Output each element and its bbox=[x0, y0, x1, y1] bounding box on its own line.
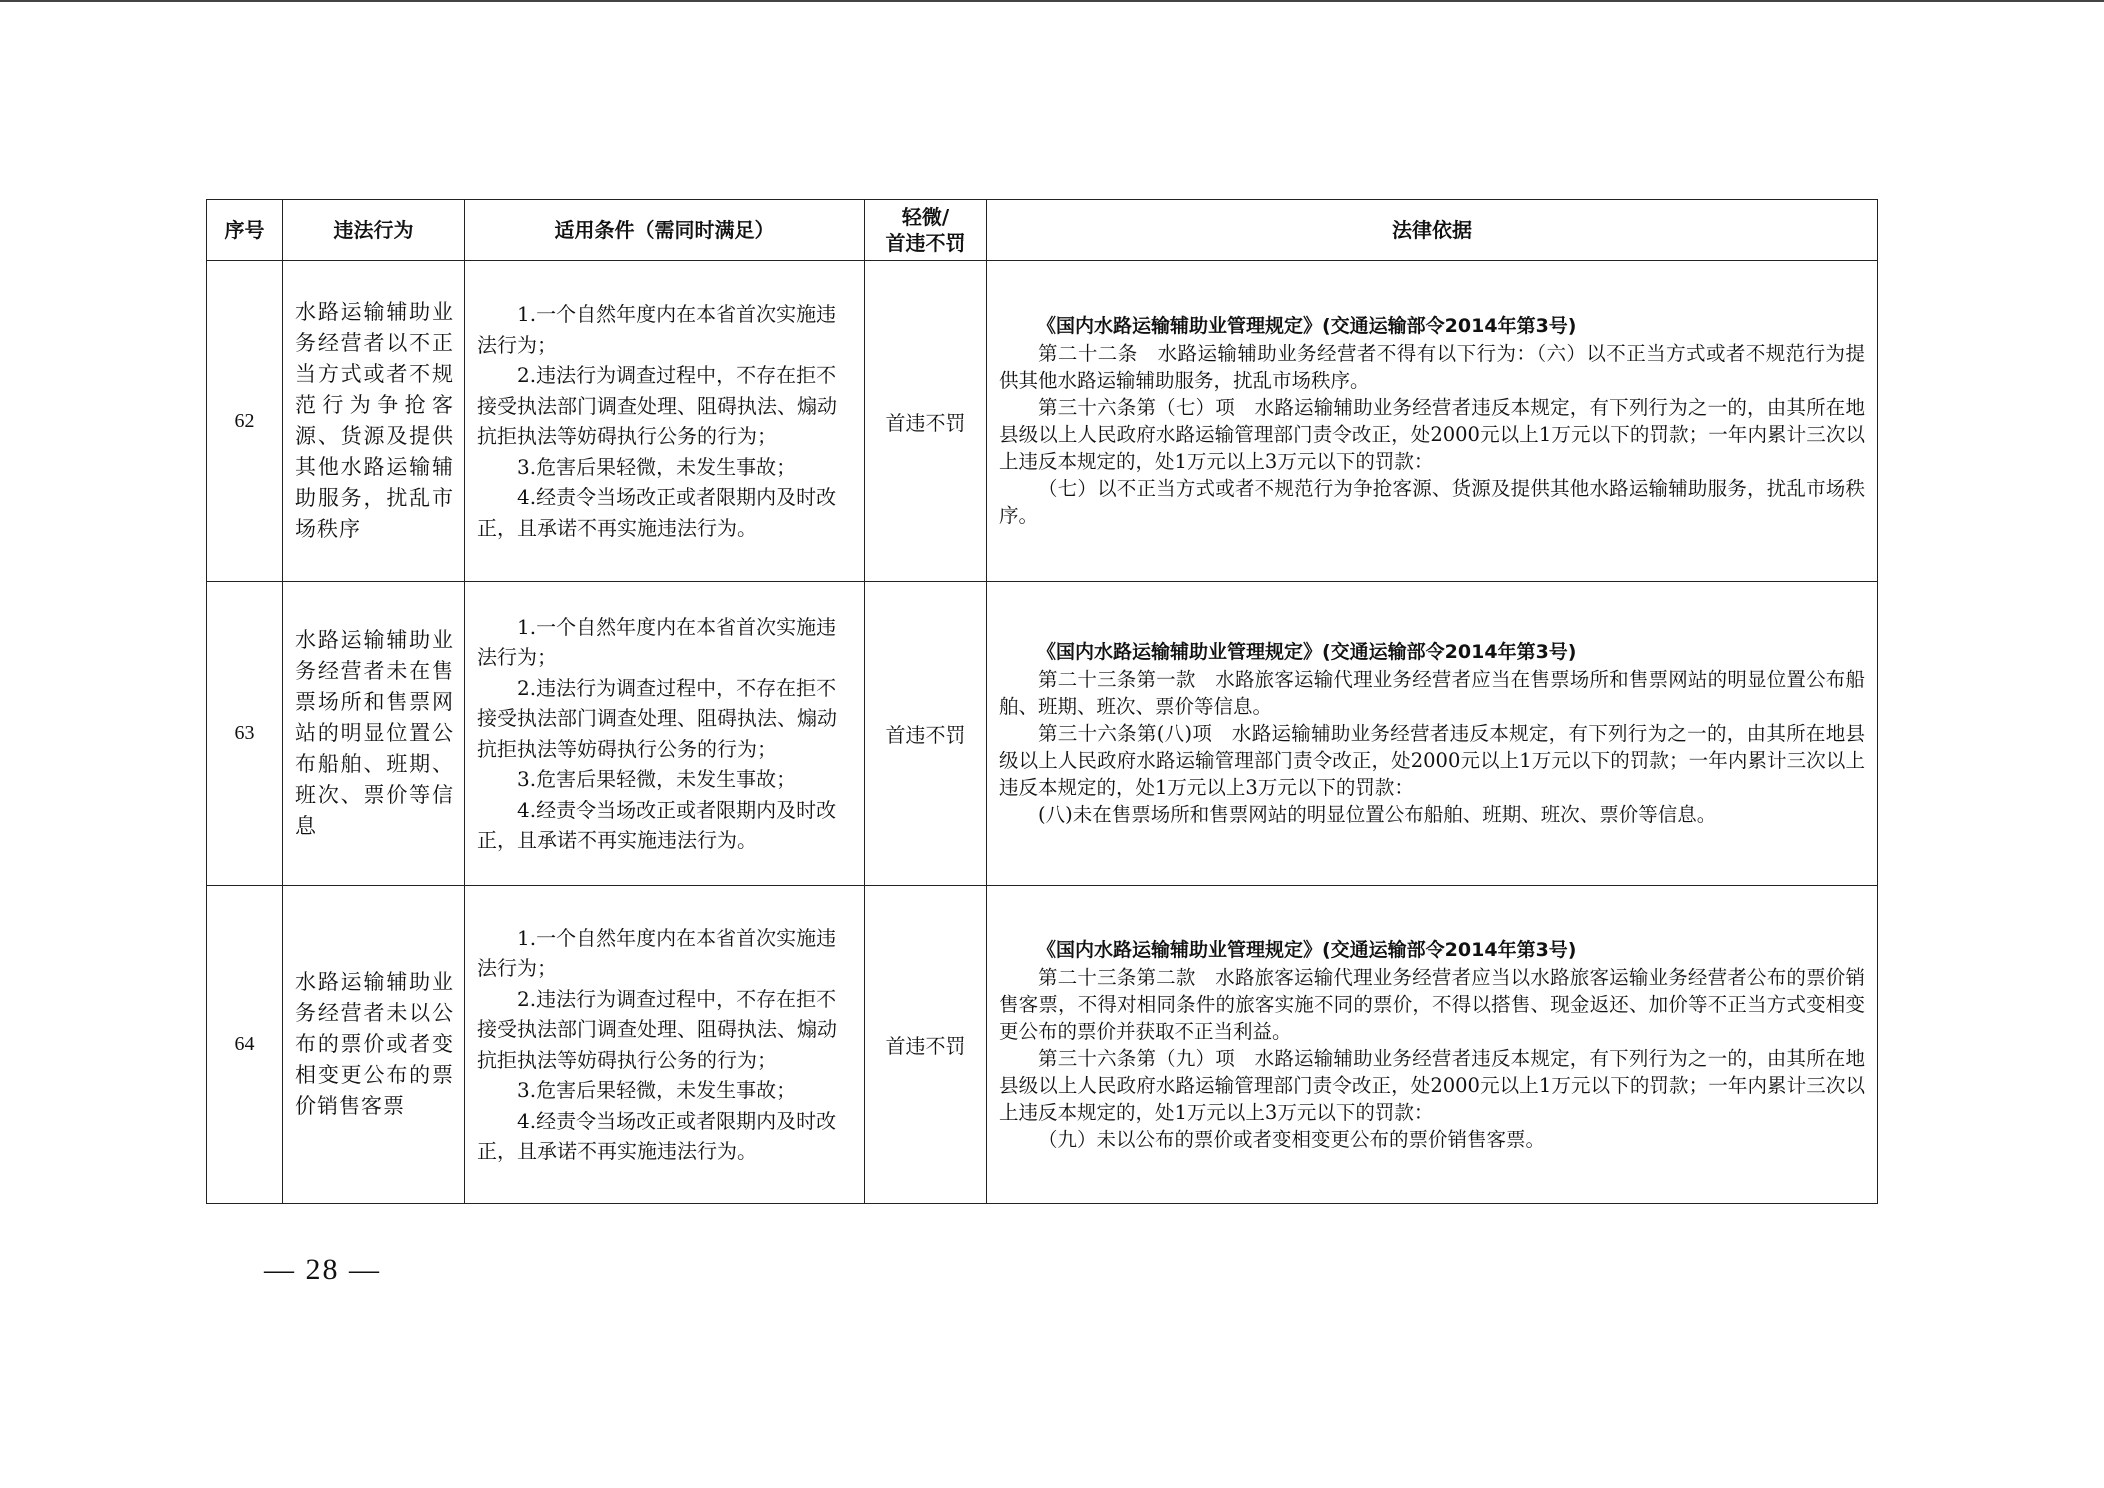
page-number: — 28 — bbox=[264, 1253, 381, 1286]
header-minor-line2: 首违不罚 bbox=[885, 231, 966, 255]
header-violation: 违法行为 bbox=[283, 200, 465, 261]
header-minor-line1: 轻微/ bbox=[901, 205, 950, 229]
law-paragraph: 第二十三条第二款 水路旅客运输代理业务经营者应当以水路旅客运输业务经营者公布的票价销售客票，不得对相同条件的旅客实施不同的票价，不得以搭售、现金返还、加价等不正当方式变相变更公布的票价并获取不正当利益。 bbox=[999, 965, 1865, 1043]
row-serial-number: 64 bbox=[207, 886, 283, 1204]
row-legal-basis bbox=[987, 261, 1878, 582]
table-row bbox=[207, 261, 1878, 582]
table-row bbox=[207, 886, 1878, 1204]
header-serial-number: 序号 bbox=[207, 200, 283, 261]
condition-item: 2.违法行为调查过程中，不存在拒不接受执法部门调查处理、阻碍执法、煽动抗拒执法等妨碍执行公务的行为； bbox=[477, 675, 837, 761]
row-conditions bbox=[465, 582, 865, 886]
condition-item: 2.违法行为调查过程中，不存在拒不接受执法部门调查处理、阻碍执法、煽动抗拒执法等妨碍执行公务的行为； bbox=[477, 363, 837, 448]
row-minor-first-offense: 首违不罚 bbox=[865, 886, 987, 1204]
law-title: 《国内水路运输辅助业管理规定》(交通运输部令2014年第3号) bbox=[1037, 938, 1577, 961]
condition-item: 3.危害后果轻微，未发生事故； bbox=[517, 454, 797, 479]
law-paragraph: （九）未以公布的票价或者变相变更公布的票价销售客票。 bbox=[1038, 1127, 1546, 1151]
condition-item: 1.一个自然年度内在本省首次实施违法行为； bbox=[477, 925, 837, 980]
law-title: 《国内水路运输辅助业管理规定》(交通运输部令2014年第3号) bbox=[1037, 315, 1577, 337]
row-serial-number: 63 bbox=[207, 582, 283, 886]
law-paragraph: （七）以不正当方式或者不规范行为争抢客源、货源及提供其他水路运输辅助服务，扰乱市场秩序。 bbox=[999, 477, 1865, 527]
law-paragraph: 第三十六条第（七）项 水路运输辅助业务经营者违反本规定，有下列行为之一的，由其所在地县级以上人民政府水路运输管理部门责令改正，处2000元以上1万元以下的罚款；一年内累计三次以上违反本规定的，处1万元以上3万元以下的罚款： bbox=[999, 396, 1865, 473]
row-legal-basis bbox=[987, 886, 1878, 1204]
row-conditions bbox=[465, 261, 865, 582]
row-violation: 水路运输辅助业务经营者未在售票场所和售票网站的明显位置公布船舶、班期、班次、票价等信息 bbox=[283, 582, 465, 886]
regulation-table bbox=[206, 199, 1878, 1204]
row-minor-first-offense: 首违不罚 bbox=[865, 261, 987, 582]
row-violation: 水路运输辅助业务经营者未以公布的票价或者变相变更公布的票价销售客票 bbox=[283, 886, 465, 1204]
row-serial-number: 62 bbox=[207, 261, 283, 582]
page-top-border bbox=[0, 0, 2104, 2]
condition-item: 4.经责令当场改正或者限期内及时改正，且承诺不再实施违法行为。 bbox=[477, 797, 837, 852]
condition-item: 3.危害后果轻微，未发生事故； bbox=[517, 767, 797, 791]
law-paragraph: 第二十三条第一款 水路旅客运输代理业务经营者应当在售票场所和售票网站的明显位置公布船舶、班期、班次、票价等信息。 bbox=[999, 668, 1865, 718]
table-header-row bbox=[207, 200, 1878, 261]
condition-item: 4.经责令当场改正或者限期内及时改正，且承诺不再实施违法行为。 bbox=[477, 485, 837, 540]
law-paragraph: 第二十二条 水路运输辅助业务经营者不得有以下行为：（六）以不正当方式或者不规范行为提供其他水路运输辅助服务，扰乱市场秩序。 bbox=[999, 342, 1865, 392]
law-paragraph: 第三十六条第(八)项 水路运输辅助业务经营者违反本规定，有下列行为之一的，由其所在地县级以上人民政府水路运输管理部门责令改正，处2000元以上1万元以下的罚款；一年内累计三次以上违反本规定的，处1万元以上3万元以下的罚款： bbox=[999, 722, 1865, 799]
row-minor-first-offense: 首违不罚 bbox=[865, 582, 987, 886]
condition-item: 2.违法行为调查过程中，不存在拒不接受执法部门调查处理、阻碍执法、煽动抗拒执法等妨碍执行公务的行为； bbox=[477, 986, 837, 1072]
header-legal-basis: 法律依据 bbox=[987, 200, 1878, 261]
condition-item: 4.经责令当场改正或者限期内及时改正，且承诺不再实施违法行为。 bbox=[477, 1108, 837, 1163]
table-row bbox=[207, 582, 1878, 886]
row-conditions bbox=[465, 886, 865, 1204]
law-paragraph: (八)未在售票场所和售票网站的明显位置公布船舶、班期、班次、票价等信息。 bbox=[1038, 803, 1717, 826]
row-violation: 水路运输辅助业务经营者以不正当方式或者不规范行为争抢客源、货源及提供其他水路运输辅助服务，扰乱市场秩序 bbox=[283, 261, 465, 582]
law-paragraph: 第三十六条第（九）项 水路运输辅助业务经营者违反本规定，有下列行为之一的，由其所在地县级以上人民政府水路运输管理部门责令改正，处2000元以上1万元以下的罚款；一年内累计三次以上违反本规定的，处1万元以上3万元以下的罚款： bbox=[999, 1046, 1865, 1124]
condition-item: 3.危害后果轻微，未发生事故； bbox=[517, 1078, 797, 1102]
row-legal-basis bbox=[987, 582, 1878, 886]
header-minor-first-offense bbox=[865, 200, 987, 261]
condition-item: 1.一个自然年度内在本省首次实施违法行为； bbox=[477, 614, 837, 669]
condition-item: 1.一个自然年度内在本省首次实施违法行为； bbox=[477, 302, 837, 357]
header-conditions: 适用条件（需同时满足） bbox=[465, 200, 865, 261]
law-title: 《国内水路运输辅助业管理规定》(交通运输部令2014年第3号) bbox=[1037, 641, 1577, 663]
